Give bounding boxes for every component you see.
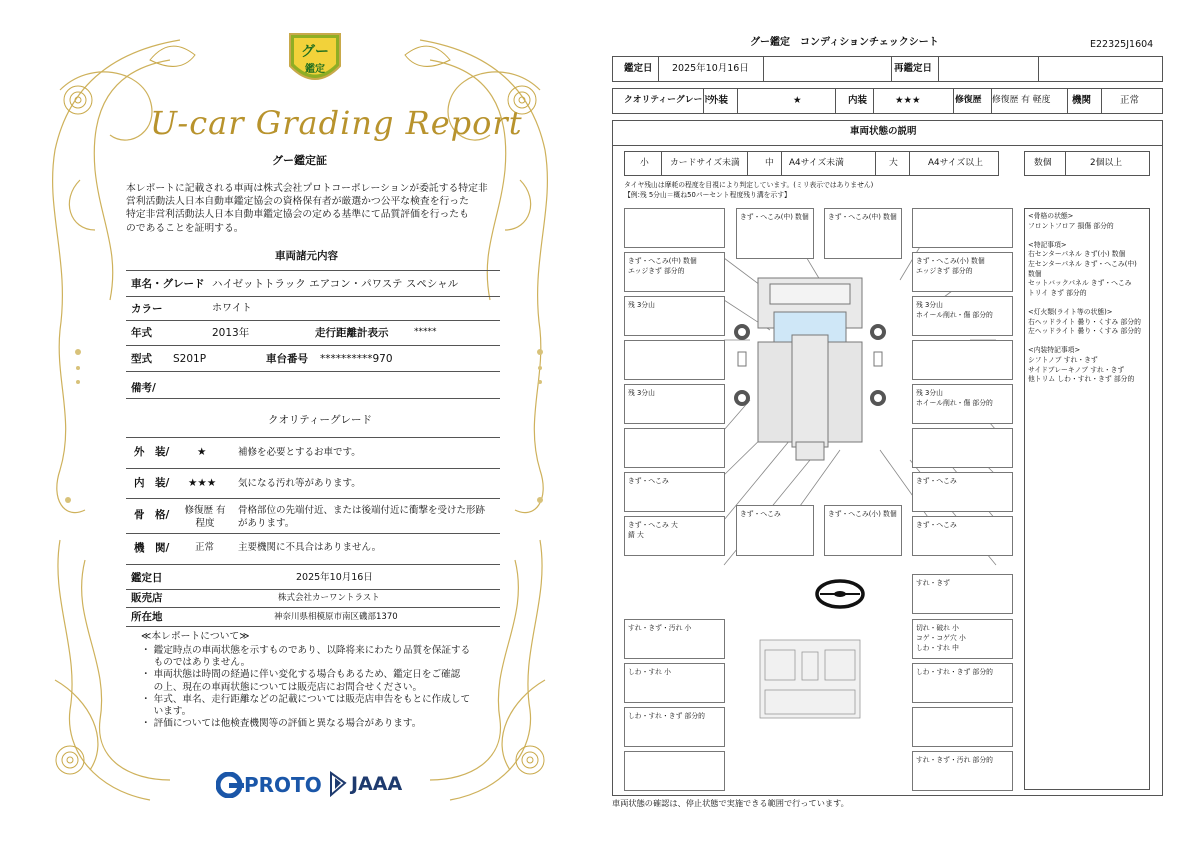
damage-box xyxy=(624,340,725,380)
name-label: 車名・グレード xyxy=(131,278,205,290)
divider xyxy=(612,145,1163,146)
damage-text: すれ・きず・汚れ 部分的 xyxy=(916,756,993,764)
count-value: 2個以上 xyxy=(1090,158,1122,168)
damage-text: すれ・きず・汚れ 小 xyxy=(628,624,692,632)
damage-text: 切れ・破れ 小 コゲ・コゲ穴 小 しわ・すれ 中 xyxy=(916,624,966,652)
interior-box xyxy=(912,751,1013,791)
damage-box xyxy=(624,208,725,248)
mileage-label: 走行距離計表示 xyxy=(315,327,389,339)
interior-box xyxy=(912,707,1013,747)
cert-text xyxy=(126,182,488,235)
repair-label: 修復歴 xyxy=(955,95,982,105)
damage-box xyxy=(912,428,1013,468)
note-line: <特記事項> xyxy=(1028,240,1067,249)
divider xyxy=(126,589,500,590)
note-line: 数個 xyxy=(1028,269,1042,278)
damage-box xyxy=(824,505,902,556)
footer-note: 車両状態の確認は、停止状態で実施できる範囲で行っています。 xyxy=(612,798,849,808)
damage-text: きず・へこみ 大 錆 大 xyxy=(628,521,678,539)
damage-text: きず・へこみ(小) 数個 xyxy=(828,510,897,518)
grade-label: 骨 格/ xyxy=(134,509,170,521)
divider xyxy=(126,371,500,372)
model-label: 型式 xyxy=(131,353,152,365)
note-line: <骨格の状態> xyxy=(1028,212,1074,220)
dealer-label: 販売店 xyxy=(131,592,163,604)
state-title: 車両状態の説明 xyxy=(850,126,917,137)
damage-box xyxy=(624,428,725,468)
note-line: <内装特記事項> xyxy=(1028,346,1081,355)
grade-value: ★★★ xyxy=(188,477,217,489)
divider xyxy=(126,320,500,321)
interior-box xyxy=(624,751,725,791)
svg-text:鑑定: 鑑定 xyxy=(305,64,325,75)
proto-logo-text: PROTO xyxy=(244,773,322,797)
note-line: サイドブレーキノブ すれ・きず xyxy=(1028,365,1125,374)
note-line: 左センターパネル きず・へこみ(中) xyxy=(1028,259,1137,268)
sheet-code: E22325J1604 xyxy=(1090,39,1154,50)
note-line xyxy=(1028,231,1141,241)
qg-label: クオリティーグレード xyxy=(624,95,712,105)
chassis-value: **********970 xyxy=(320,353,393,365)
note-line: 右ヘッドライト 曇り・くすみ 部分的 xyxy=(1028,317,1141,326)
damage-box xyxy=(912,384,1013,424)
interior-box xyxy=(912,574,1013,614)
about-item: ものではありません。 xyxy=(141,657,251,669)
divider xyxy=(126,498,500,499)
note-line: シフトノブ すれ・きず xyxy=(1028,355,1098,364)
damage-box xyxy=(912,472,1013,512)
cert-line: 特定非営利活動法人日本自動車鑑定協会の定める基準にて品質評価を行ったも xyxy=(126,209,469,221)
damage-box xyxy=(824,208,902,259)
cert-line: のであることを証明する。 xyxy=(126,222,244,234)
grade-value: 修復歴 有 程度 xyxy=(184,505,226,529)
grade-label: 機 関/ xyxy=(134,542,170,554)
year-label: 年式 xyxy=(131,327,152,339)
divider xyxy=(126,468,500,469)
tire-note: タイヤ残山は摩耗の程度を目視により判定しています。(ミリ表示ではありません) xyxy=(624,181,874,189)
engine-label: 機関 xyxy=(1072,95,1092,106)
notes-list xyxy=(1028,212,1141,385)
ext-label: 外装 xyxy=(709,95,729,106)
model-value: S201P xyxy=(173,353,207,365)
damage-box xyxy=(624,472,725,512)
note-line: フロントフロア 損傷 部分的 xyxy=(1028,221,1114,230)
about-item: ・ 評価については他検査機関等の評価と異なる場合があります。 xyxy=(141,718,422,730)
about-title: ≪本レポートについて≫ xyxy=(141,631,250,642)
about-item: ・ 車両状態は時間の経過に伴い変化する場合もあるため、鑑定日をご確認 xyxy=(141,669,461,681)
notes-panel xyxy=(1024,208,1150,790)
engine-value: 正常 xyxy=(1120,95,1140,106)
damage-text: きず・へこみ(中) 数個 xyxy=(828,213,897,221)
damage-box xyxy=(624,384,725,424)
about-item: ・ 鑑定時点の車両状態を示すものであり、以降将来にわたり品質を保証する xyxy=(141,645,471,656)
quality-title: クオリティーグレード xyxy=(268,414,372,426)
damage-box xyxy=(736,505,814,556)
damage-text: しわ・すれ・きず 部分的 xyxy=(916,668,993,676)
damage-box xyxy=(912,516,1013,556)
about-item: ・ 年式、車名、走行距離などの記載については販売店申告をもとに作成して xyxy=(141,693,471,705)
jaaa-logo-text: JAAA xyxy=(351,773,403,795)
grade-desc: 気になる汚れ等があります。 xyxy=(238,478,361,489)
grade-desc: 補修を必要とするお車です。 xyxy=(238,447,361,458)
cert-line: 営利活動法人日本自動車鑑定協会の資格保有者が厳選かつ公平な検査を行った xyxy=(126,196,469,208)
note-line: 他トリム しわ・すれ・きず 部分的 xyxy=(1028,375,1135,384)
damage-text: きず・へこみ xyxy=(740,510,781,518)
damage-text: 残 3分山 xyxy=(628,389,655,397)
note-line: セットバックパネル きず・へこみ xyxy=(1028,279,1132,288)
damage-box xyxy=(736,208,814,259)
damage-text: きず・へこみ xyxy=(916,477,957,485)
repair-value: 修復歴 有 軽度 xyxy=(992,95,1051,105)
cert-line: 本レポートに記載される車両は株式会社プロトコーポレーションが委託する特定非 xyxy=(126,183,488,194)
damage-box xyxy=(624,516,725,556)
damage-text: 残 3分山 xyxy=(628,301,655,309)
damage-box xyxy=(912,208,1013,248)
damage-text: 残 3分山 ホイール削れ・傷 部分的 xyxy=(916,301,993,319)
tire-example: 【例:残 5分山＝概ね50パーセント程度残り溝を示す】 xyxy=(624,191,791,199)
damage-text: しわ・すれ・きず 部分的 xyxy=(628,712,705,720)
damage-text: きず・へこみ(中) 数個 xyxy=(740,213,809,221)
grade-label: 外 装/ xyxy=(134,446,170,458)
about-item: の上、現在の車両状態については販売店にお問合せください。 xyxy=(141,681,423,693)
damage-text: きず・へこみ(中) 数個 エッジきず 部分的 xyxy=(628,257,697,275)
mileage-value: ***** xyxy=(414,327,437,337)
divider xyxy=(126,270,500,271)
dealer-value: 株式会社カーワントラスト xyxy=(278,593,380,603)
note-line: <灯火類(ライト等の状態)> xyxy=(1028,307,1113,316)
interior-box xyxy=(624,707,725,747)
damage-text: きず・へこみ xyxy=(916,521,957,529)
interior-box xyxy=(624,663,725,703)
divider xyxy=(126,398,500,399)
proto-logo-icon xyxy=(216,772,244,798)
int-label: 内装 xyxy=(848,95,868,106)
damage-box xyxy=(912,340,1013,380)
color-value: ホワイト xyxy=(212,303,252,314)
address-value: 神奈川県相模原市南区磯部1370 xyxy=(274,612,398,622)
date-value: 2025年10月16日 xyxy=(296,572,373,583)
size-large: 大 xyxy=(889,158,898,168)
grade-desc: 骨格部位の先端付近、または後端付近に衝撃を受けた形跡 があります。 xyxy=(238,505,486,529)
interior-box xyxy=(624,619,725,659)
divider xyxy=(126,296,500,297)
grade-value: 正常 xyxy=(195,542,215,553)
redate-label: 再鑑定日 xyxy=(894,63,933,74)
damage-box xyxy=(624,252,725,292)
year-value: 2013年 xyxy=(212,327,250,339)
damage-box xyxy=(912,252,1013,292)
damage-box xyxy=(624,296,725,336)
date-value: 2025年10月16日 xyxy=(672,63,749,74)
divider xyxy=(126,607,500,608)
address-label: 所在地 xyxy=(131,611,163,623)
divider xyxy=(126,564,500,565)
size-large-desc: A4サイズ以上 xyxy=(928,158,983,168)
grade-value: ★ xyxy=(197,446,207,458)
size-mid-desc: A4サイズ未満 xyxy=(789,158,844,168)
damage-box xyxy=(912,296,1013,336)
about-list xyxy=(141,645,470,730)
note-line: トリイ きず 部分的 xyxy=(1028,288,1087,297)
damage-text: 残 3分山 ホイール削れ・傷 部分的 xyxy=(916,389,993,407)
note-line: 右センターパネル きず(小) 数個 xyxy=(1028,250,1126,259)
goo-kantei-badge-icon xyxy=(286,30,344,92)
interior-box xyxy=(912,663,1013,703)
size-small: 小 xyxy=(640,158,649,168)
divider xyxy=(126,345,500,346)
interior-box xyxy=(912,619,1013,659)
report-title: U-car Grading Report xyxy=(150,104,523,142)
cert-title: グー鑑定証 xyxy=(272,154,327,167)
note-line xyxy=(1028,337,1141,347)
damage-text: すれ・きず xyxy=(916,579,950,587)
count-label: 数個 xyxy=(1034,158,1052,168)
note-line xyxy=(1028,298,1141,308)
name-value: ハイゼットトラック エアコン・パワステ スペシャル xyxy=(212,278,459,290)
svg-text:グー: グー xyxy=(301,44,329,60)
condition-check-sheet xyxy=(600,0,1200,848)
size-small-desc: カードサイズ未満 xyxy=(670,158,740,168)
size-mid: 中 xyxy=(765,158,774,168)
color-label: カラー xyxy=(131,303,163,315)
about-item: います。 xyxy=(141,706,192,718)
ext-value: ★ xyxy=(793,95,802,106)
chassis-label: 車台番号 xyxy=(266,353,308,365)
damage-text: きず・へこみ xyxy=(628,477,669,485)
date-label: 鑑定日 xyxy=(624,63,653,74)
damage-text: きず・へこみ(小) 数個 エッジきず 部分的 xyxy=(916,257,985,275)
sheet-title: グー鑑定 コンディションチェックシート xyxy=(750,37,939,48)
jaaa-logo-icon xyxy=(327,771,349,797)
date-label: 鑑定日 xyxy=(131,572,163,584)
remarks-label: 備考/ xyxy=(131,382,156,394)
divider xyxy=(126,533,500,534)
grade-label: 内 装/ xyxy=(134,477,170,489)
note-line: 左ヘッドライト 曇り・くすみ 部分的 xyxy=(1028,327,1141,336)
divider xyxy=(126,626,500,627)
damage-text: しわ・すれ 小 xyxy=(628,668,671,676)
divider xyxy=(126,437,500,438)
grade-desc: 主要機関に不具合はありません。 xyxy=(238,542,382,553)
int-value: ★★★ xyxy=(895,95,921,106)
spec-title: 車両諸元内容 xyxy=(275,250,338,262)
